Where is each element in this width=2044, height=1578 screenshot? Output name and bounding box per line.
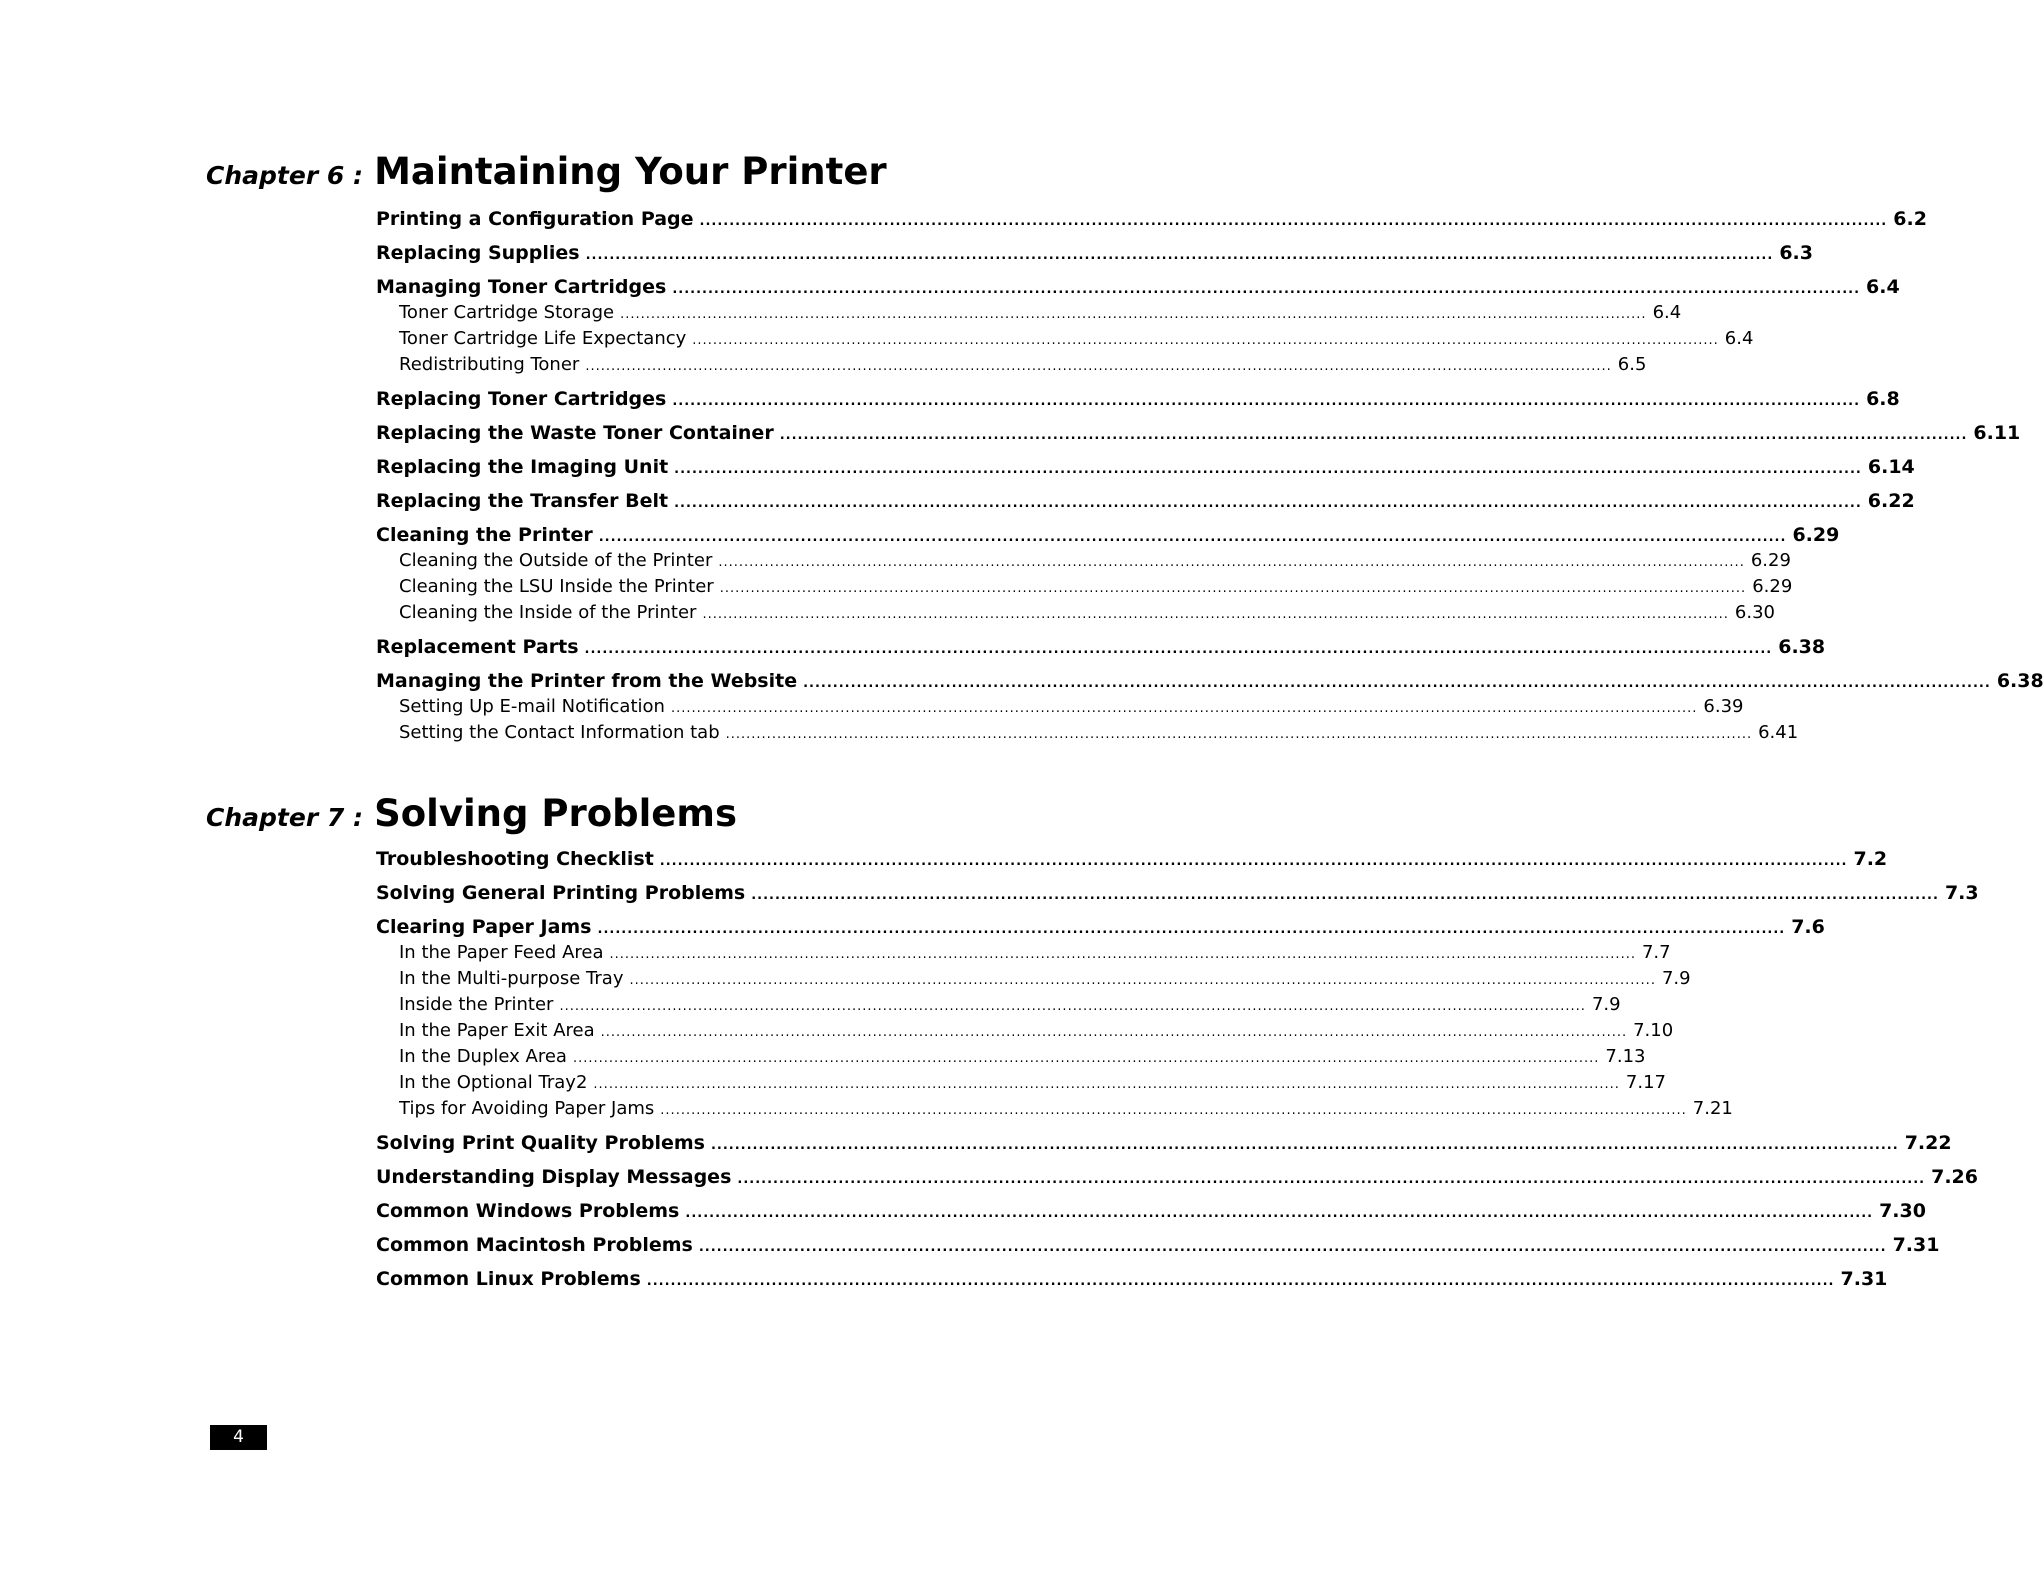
toc-entry-page: 7.2 (1853, 848, 1888, 870)
toc-entry-page: 6.41 (1758, 722, 1799, 743)
dot-leader: ........................................................................................................................................................................................................ (659, 854, 1848, 869)
dot-leader: ........................................................................................................................................................................................................ (584, 642, 1773, 657)
toc-entry-label: Cleaning the LSU Inside the Printer (399, 576, 714, 597)
dot-leader: ........................................................................................................................................................................................................ (585, 248, 1774, 263)
dot-leader: ........................................................................................................................................................................................................ (672, 394, 1861, 409)
toc-entry (376, 1268, 1888, 1294)
chapter-6-heading (206, 150, 887, 193)
chapter-7-toc (376, 848, 1979, 1294)
toc-entry (376, 422, 2021, 448)
toc-entry-label: In the Paper Feed Area (399, 942, 604, 963)
dot-leader: ........................................................................................................................................................................................................ (572, 1051, 1600, 1066)
toc-entry-page: 7.3 (1944, 882, 1979, 904)
toc-entry-page: 7.22 (1904, 1132, 1952, 1154)
dot-leader: ........................................................................................................................................................................................................ (751, 888, 1939, 903)
toc-entry-page: 7.21 (1692, 1098, 1733, 1119)
toc-entry-page: 6.4 (1652, 302, 1682, 323)
chapter-7-heading (206, 792, 737, 835)
toc-subentry (376, 550, 1791, 576)
toc-entry-page: 7.26 (1931, 1166, 1978, 1188)
dot-leader: ........................................................................................................................................................................................................ (803, 676, 1991, 691)
toc-entry-label: Inside the Printer (399, 994, 554, 1015)
toc-entry-label: Common Windows Problems (376, 1200, 680, 1222)
toc-entry-label: Managing the Printer from the Website (376, 670, 798, 692)
toc-entry-label: Replacing Supplies (376, 242, 580, 264)
dot-leader: ........................................................................................................................................................................................................ (702, 607, 1729, 622)
toc-entry-page: 6.29 (1752, 576, 1793, 597)
toc-entry (376, 636, 1826, 662)
toc-entry-label: Setting Up E-mail Notification (399, 696, 665, 717)
dot-leader: ........................................................................................................................................................................................................ (699, 214, 1888, 229)
dot-leader: ........................................................................................................................................................................................................ (620, 307, 1647, 322)
toc-entry-page: 7.10 (1633, 1020, 1674, 1041)
toc-entry-page: 7.9 (1591, 994, 1621, 1015)
toc-entry-page: 6.38 (1996, 670, 2044, 692)
toc-entry-page: 7.9 (1661, 968, 1691, 989)
toc-entry-label: Cleaning the Printer (376, 524, 593, 546)
dot-leader: ........................................................................................................................................................................................................ (692, 333, 1719, 348)
toc-entry-label: In the Optional Tray2 (399, 1072, 588, 1093)
dot-leader: ........................................................................................................................................................................................................ (674, 462, 1862, 477)
toc-entry-page: 7.31 (1840, 1268, 1888, 1290)
dot-leader: ........................................................................................................................................................................................................ (646, 1274, 1835, 1289)
chapter-prefix: Chapter 7 : (206, 803, 363, 832)
toc-entry-label: In the Multi-purpose Tray (399, 968, 624, 989)
toc-entry-page: 6.29 (1750, 550, 1791, 571)
dot-leader: ........................................................................................................................................................................................................ (629, 973, 1656, 988)
chapter-title: Solving Problems (374, 792, 737, 835)
toc-entry (376, 916, 1825, 942)
dot-leader: ........................................................................................................................................................................................................ (719, 581, 1747, 596)
dot-leader: ........................................................................................................................................................................................................ (670, 701, 1698, 716)
dot-leader: ........................................................................................................................................................................................................ (737, 1172, 1926, 1187)
toc-entry-label: Redistributing Toner (399, 354, 580, 375)
toc-subentry (376, 1072, 1666, 1098)
toc-entry-label: Replacing the Imaging Unit (376, 456, 669, 478)
dot-leader: ........................................................................................................................................................................................................ (660, 1103, 1687, 1118)
chapter-prefix: Chapter 6 : (206, 161, 363, 190)
toc-entry-page: 6.11 (1973, 422, 2021, 444)
toc-entry-page: 6.5 (1617, 354, 1647, 375)
toc-entry-label: Solving General Printing Problems (376, 882, 746, 904)
toc-entry (376, 848, 1888, 874)
toc-entry-label: In the Paper Exit Area (399, 1020, 595, 1041)
toc-entry (376, 1234, 1940, 1260)
toc-entry (376, 208, 1927, 234)
toc-entry-page: 6.39 (1703, 696, 1744, 717)
toc-entry-label: Replacement Parts (376, 636, 579, 658)
toc-entry-label: Understanding Display Messages (376, 1166, 732, 1188)
toc-entry-label: Printing a Configuration Page (376, 208, 694, 230)
toc-entry-label: Clearing Paper Jams (376, 916, 592, 938)
toc-subentry (376, 1098, 1733, 1124)
toc-entry-page: 7.17 (1625, 1072, 1666, 1093)
toc-entry-label: Troubleshooting Checklist (376, 848, 654, 870)
toc-entry-label: Managing Toner Cartridges (376, 276, 667, 298)
toc-entry-label: Toner Cartridge Life Expectancy (399, 328, 687, 349)
dot-leader: ........................................................................................................................................................................................................ (725, 727, 1753, 742)
toc-subentry (376, 722, 1799, 748)
dot-leader: ........................................................................................................................................................................................................ (718, 555, 1745, 570)
toc-entry-label: Replacing Toner Cartridges (376, 388, 667, 410)
toc-entry-page: 7.30 (1879, 1200, 1926, 1222)
toc-subentry (376, 302, 1682, 328)
toc-entry-page: 6.2 (1893, 208, 1927, 230)
toc-entry (376, 882, 1979, 908)
toc-entry (376, 242, 1813, 268)
toc-subentry (376, 1046, 1646, 1072)
dot-leader: ........................................................................................................................................................................................................ (672, 282, 1861, 297)
toc-entry-page: 6.4 (1724, 328, 1754, 349)
toc-subentry (376, 994, 1621, 1020)
toc-entry (376, 276, 1900, 302)
toc-entry (376, 670, 2044, 696)
dot-leader: ........................................................................................................................................................................................................ (710, 1138, 1899, 1153)
toc-entry-label: Cleaning the Inside of the Printer (399, 602, 697, 623)
toc-entry-label: Replacing the Waste Toner Container (376, 422, 774, 444)
toc-subentry (376, 602, 1775, 628)
toc-entry (376, 1166, 1978, 1192)
toc-entry-label: Replacing the Transfer Belt (376, 490, 669, 512)
dot-leader: ........................................................................................................................................................................................................ (593, 1077, 1620, 1092)
dot-leader: ........................................................................................................................................................................................................ (585, 359, 1612, 374)
toc-entry-page: 7.13 (1605, 1046, 1646, 1067)
toc-entry (376, 456, 1915, 482)
toc-entry-label: Tips for Avoiding Paper Jams (399, 1098, 655, 1119)
toc-entry (376, 388, 1900, 414)
toc-entry (376, 524, 1840, 550)
toc-entry-page: 6.29 (1792, 524, 1840, 546)
toc-subentry (376, 1020, 1674, 1046)
toc-entry (376, 1132, 1952, 1158)
toc-entry-page: 7.7 (1641, 942, 1671, 963)
toc-entry-label: In the Duplex Area (399, 1046, 567, 1067)
toc-entry-page: 6.38 (1778, 636, 1826, 658)
toc-entry (376, 490, 1915, 516)
toc-entry-page: 7.6 (1791, 916, 1825, 938)
dot-leader: ........................................................................................................................................................................................................ (597, 922, 1786, 937)
toc-entry-label: Cleaning the Outside of the Printer (399, 550, 713, 571)
toc-entry-label: Toner Cartridge Storage (399, 302, 615, 323)
toc-entry-label: Common Macintosh Problems (376, 1234, 693, 1256)
dot-leader: ........................................................................................................................................................................................................ (698, 1240, 1887, 1255)
toc-subentry (376, 942, 1671, 968)
dot-leader: ........................................................................................................................................................................................................ (674, 496, 1862, 511)
toc-entry-page: 6.22 (1867, 490, 1915, 512)
toc-entry-label: Common Linux Problems (376, 1268, 641, 1290)
toc-subentry (376, 354, 1647, 380)
toc-subentry (376, 696, 1744, 722)
dot-leader: ........................................................................................................................................................................................................ (779, 428, 1968, 443)
toc-entry-page: 7.31 (1892, 1234, 1940, 1256)
chapter-6-toc (376, 208, 2044, 748)
toc-entry-label: Setting the Contact Information tab (399, 722, 720, 743)
toc-entry-page: 6.14 (1867, 456, 1915, 478)
dot-leader: ........................................................................................................................................................................................................ (609, 947, 1636, 962)
toc-entry (376, 1200, 1926, 1226)
chapter-title: Maintaining Your Printer (374, 150, 887, 193)
dot-leader: ........................................................................................................................................................................................................ (600, 1025, 1628, 1040)
toc-entry-label: Solving Print Quality Problems (376, 1132, 705, 1154)
toc-subentry (376, 328, 1754, 354)
toc-subentry (376, 968, 1691, 994)
toc-subentry (376, 576, 1793, 602)
toc-entry-page: 6.30 (1734, 602, 1775, 623)
toc-entry-page: 6.8 (1866, 388, 1900, 410)
dot-leader: ........................................................................................................................................................................................................ (598, 530, 1787, 545)
dot-leader: ........................................................................................................................................................................................................ (559, 999, 1586, 1014)
toc-entry-page: 6.3 (1779, 242, 1813, 264)
toc-entry-page: 6.4 (1866, 276, 1900, 298)
dot-leader: ........................................................................................................................................................................................................ (685, 1206, 1874, 1221)
page-number: 4 (210, 1425, 267, 1450)
